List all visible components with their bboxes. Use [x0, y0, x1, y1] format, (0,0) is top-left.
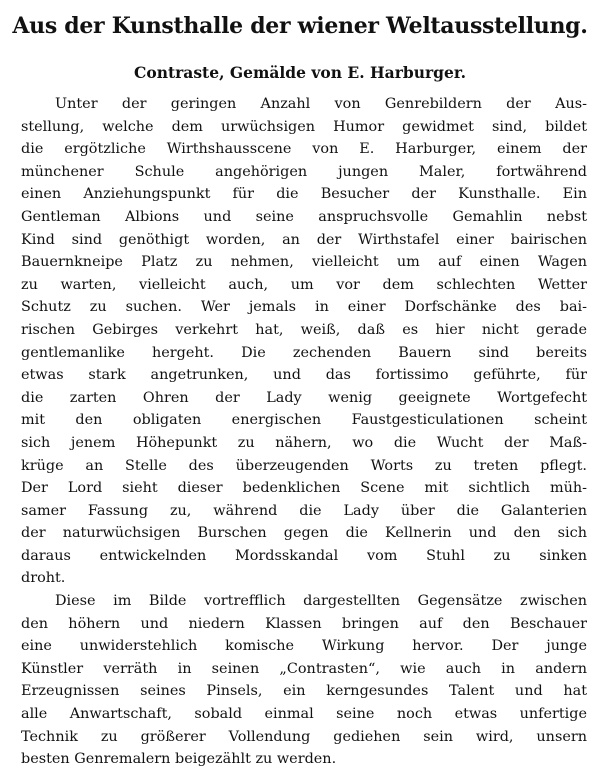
text-line: daraus entwickelnden Mordsskandal vom Stuhl zu sinken	[21, 547, 587, 564]
text-line: Unter der geringen Anzahl von Genrebildern der Aus-	[55, 96, 587, 112]
text-line: besten Genremalern beigezählt zu werden.	[21, 751, 337, 768]
text-line: stellung, welche dem urwüchsigen Humor gewidmet sind, bildet	[21, 118, 587, 135]
text-line: etwas stark angetrunken, und das fortissimo geführte, für	[21, 367, 587, 384]
text-line: Erzeugnissen seines Pinsels, ein kerngesundes Talent und hat	[21, 683, 587, 700]
text-line: Der Lord sieht dieser bedenklichen Scene mit sichtlich müh-	[21, 480, 587, 497]
text-line: krüge an Stelle des überzeugenden Worts zu treten pflegt.	[21, 457, 587, 474]
text-line: droht.	[21, 570, 66, 587]
paragraph-1	[21, 93, 587, 590]
text-line: den höhern und niedern Klassen bringen auf den Beschauer	[21, 615, 587, 632]
article-subtitle: Contraste, Gemälde von E. Harburger.	[134, 63, 466, 82]
text-line: rischen Gebirges verkehrt hat, weiß, daß es hier nicht gerade	[21, 321, 587, 338]
text-line: alle Anwartschaft, sobald einmal seine noch etwas unfertige	[21, 706, 587, 723]
text-line: Schutz zu suchen. Wer jemals in einer Dorfschänke des bai-	[21, 299, 587, 316]
text-line: Bauernkneipe Platz zu nehmen, vielleicht um auf einen Wagen	[21, 254, 587, 271]
paragraph-2	[21, 590, 587, 771]
text-line: samer Fassung zu, während die Lady über die Galanterien	[21, 502, 587, 519]
text-line: die ergötzliche Wirthshausscene von E. Harburger, einem der	[21, 141, 587, 158]
text-line: der naturwüchsigen Burschen gegen die Kellnerin und den sich	[21, 525, 587, 542]
text-line: Diese im Bilde vortrefflich dargestellten Gegensätze zwischen	[55, 593, 587, 610]
text-line: mit den obligaten energischen Faustgesticulationen scheint	[21, 412, 587, 429]
text-line: eine unwiderstehlich komische Wirkung hervor. Der junge	[21, 638, 587, 655]
article-body	[21, 93, 587, 771]
text-line: Künstler verräth in seinen „Contrasten“, wie auch in andern	[21, 660, 587, 677]
text-line: Kind sind genöthigt worden, an der Wirthstafel einer bairischen	[21, 231, 587, 248]
text-line: zu warten, vielleicht auch, um vor dem schlechten Wetter	[21, 276, 587, 293]
text-line: Technik zu größerer Vollendung gediehen sein wird, unsern	[21, 728, 587, 745]
text-line: münchener Schule angehörigen jungen Maler, fortwährend	[21, 163, 587, 180]
text-line: einen Anziehungspunkt für die Besucher der Kunsthalle. Ein	[21, 186, 587, 203]
text-line: sich jenem Höhepunkt zu nähern, wo die Wucht der Maß-	[21, 434, 587, 451]
text-line: Gentleman Albions und seine anspruchsvolle Gemahlin nebst	[21, 208, 587, 225]
article-title: Aus der Kunsthalle der wiener Weltausstellung.	[12, 13, 588, 39]
text-line: die zarten Ohren der Lady wenig geeignete Wortgefecht	[21, 389, 587, 406]
text-line: gentlemanlike hergeht. Die zechenden Bauern sind bereits	[21, 344, 587, 361]
